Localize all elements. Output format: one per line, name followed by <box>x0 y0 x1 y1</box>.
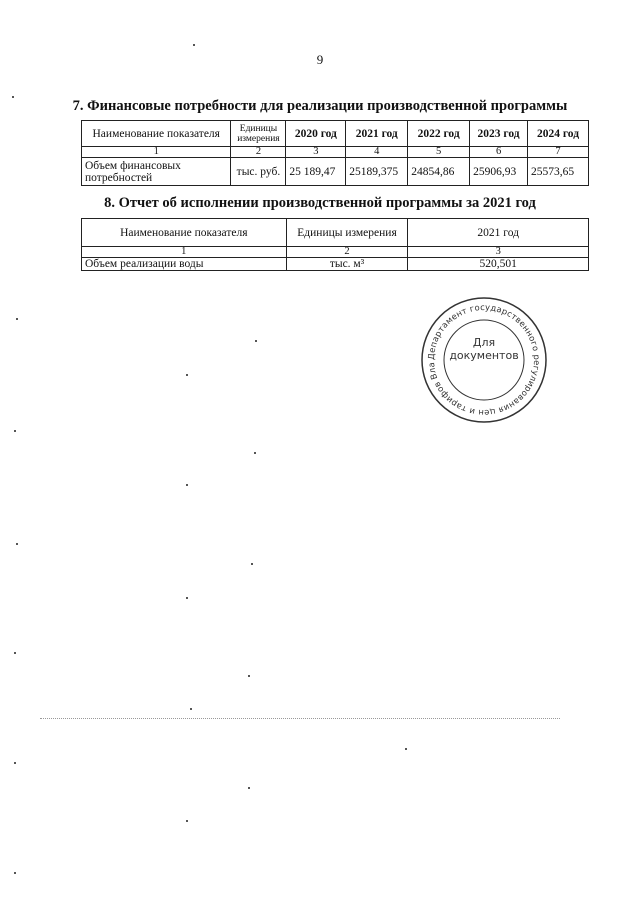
row-value-2021: 520,501 <box>408 258 589 271</box>
index-cell: 4 <box>346 147 408 158</box>
scan-speck <box>405 748 407 750</box>
value-2020: 25 189,47 <box>286 158 346 186</box>
scan-speck <box>186 597 188 599</box>
table-row <box>82 258 589 271</box>
header-2020: 2020 год <box>286 121 346 147</box>
stamp-center-line-1: Для <box>472 336 496 349</box>
scan-speck <box>248 675 250 677</box>
stamp-center-line-2: документов <box>449 349 519 362</box>
scan-speck <box>186 484 188 486</box>
index-cell: 5 <box>408 147 470 158</box>
index-cell: 6 <box>470 147 528 158</box>
scan-speck <box>190 708 192 710</box>
header-2021: 2021 год <box>408 219 589 247</box>
scan-speck <box>14 762 16 764</box>
section-8-title: 8. Отчет об исполнении производственной программы за 2021 год <box>104 195 536 211</box>
scan-speck <box>16 318 18 320</box>
table-index-row <box>82 147 589 158</box>
index-cell: 2 <box>286 247 408 258</box>
index-cell: 1 <box>82 147 231 158</box>
header-2022: 2022 год <box>408 121 470 147</box>
page-number: 9 <box>316 52 324 67</box>
program-report-table <box>81 218 589 271</box>
scan-speck <box>14 430 16 432</box>
table-header-row <box>82 219 589 247</box>
scan-speck <box>254 452 256 454</box>
scan-speck <box>186 374 188 376</box>
value-2022: 24854,86 <box>408 158 470 186</box>
stamp-center-text <box>420 336 548 362</box>
scan-speck <box>186 820 188 822</box>
scan-speck <box>14 872 16 874</box>
header-units: Единицы измерения <box>286 219 408 247</box>
row-units: тыс. м³ <box>286 258 408 271</box>
section-7-title: 7. Финансовые потребности для реализации производственной программы <box>72 98 568 114</box>
scan-speck <box>16 543 18 545</box>
stamp-ring-text: Департамент государственного регулирования цен и тарифов Вла <box>425 301 543 419</box>
financial-needs-table <box>81 120 589 186</box>
row-units: тыс. руб. <box>231 158 286 186</box>
value-2021: 25189,375 <box>346 158 408 186</box>
index-cell: 1 <box>82 247 287 258</box>
value-2024: 25573,65 <box>528 158 589 186</box>
row-indicator-name: Объем реализации воды <box>82 258 287 271</box>
header-2021: 2021 год <box>346 121 408 147</box>
scan-speck <box>251 563 253 565</box>
index-cell: 2 <box>231 147 286 158</box>
index-cell: 3 <box>408 247 589 258</box>
scan-speck <box>12 96 14 98</box>
header-indicator-name: Наименование показателя <box>82 121 231 147</box>
scan-speck <box>193 44 195 46</box>
table-row <box>82 158 589 186</box>
official-stamp <box>420 296 548 424</box>
index-cell: 3 <box>286 147 346 158</box>
index-cell: 7 <box>528 147 589 158</box>
table-header-row <box>82 121 589 147</box>
scan-speck <box>14 652 16 654</box>
scan-speck <box>248 787 250 789</box>
header-indicator-name: Наименование показателя <box>82 219 287 247</box>
scan-speck <box>255 340 257 342</box>
value-2023: 25906,93 <box>470 158 528 186</box>
header-2024: 2024 год <box>528 121 589 147</box>
header-2023: 2023 год <box>470 121 528 147</box>
row-indicator-name: Объем финансовых потребностей <box>82 158 231 186</box>
scan-artifact-line <box>40 718 560 719</box>
table-index-row <box>82 247 589 258</box>
header-units: Единицы измерения <box>231 121 286 147</box>
